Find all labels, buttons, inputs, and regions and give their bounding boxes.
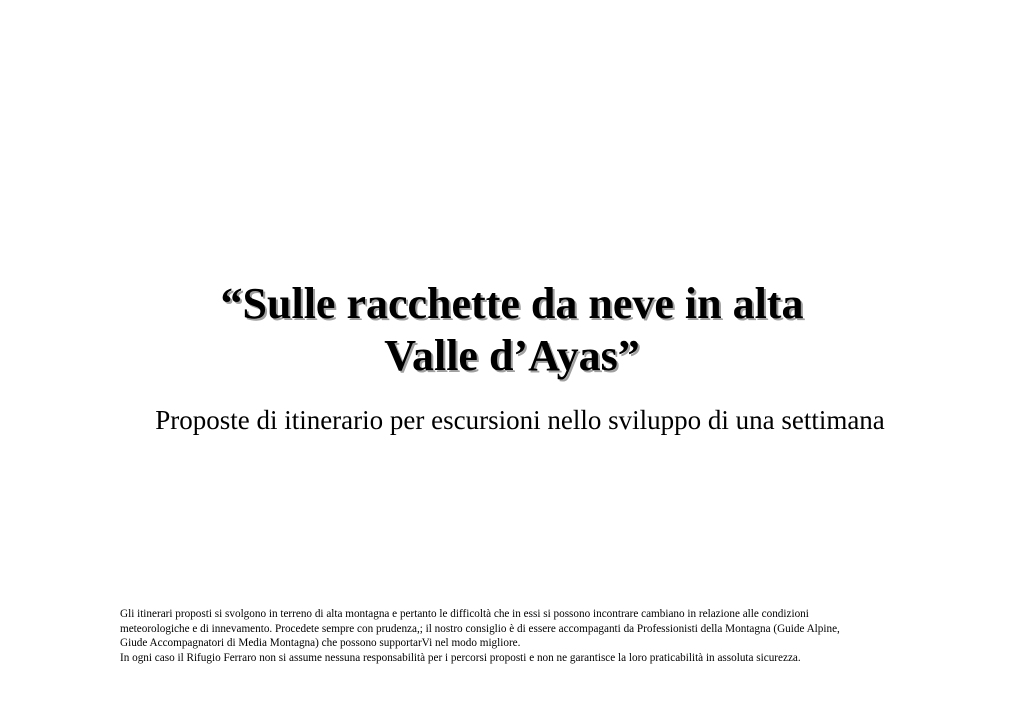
page-title bbox=[0, 278, 1024, 382]
disclaimer-line-2: meteorologiche e di innevamento. Procedete sempre con prudenza,; il nostro consiglio è di essere accompaganti da Professionisti della Montagna (Guide Alpine, bbox=[120, 622, 840, 635]
disclaimer-text bbox=[120, 607, 920, 665]
title-line-2: Valle d’Ayas” bbox=[384, 331, 640, 380]
disclaimer-line-1: Gli itinerari proposti si svolgono in terreno di alta montagna e pertanto le difficoltà che in essi si possono incontrare cambiano in relazione alle condizioni bbox=[120, 608, 809, 620]
page-subtitle: Proposte di itinerario per escursioni nello sviluppo di una settimana bbox=[155, 405, 885, 435]
disclaimer-line-3: Giude Accompagnatori di Media Montagna) che possono supportarVi nel modo migliore. bbox=[120, 637, 521, 650]
disclaimer-line-4: In ogni caso il Rifugio Ferraro non si assume nessuna responsabilità per i percorsi proposti e non ne garantisce la loro praticabilità in assoluta sicurezza. bbox=[120, 651, 801, 664]
title-line-1: “Sulle racchette da neve in alta bbox=[220, 279, 804, 328]
